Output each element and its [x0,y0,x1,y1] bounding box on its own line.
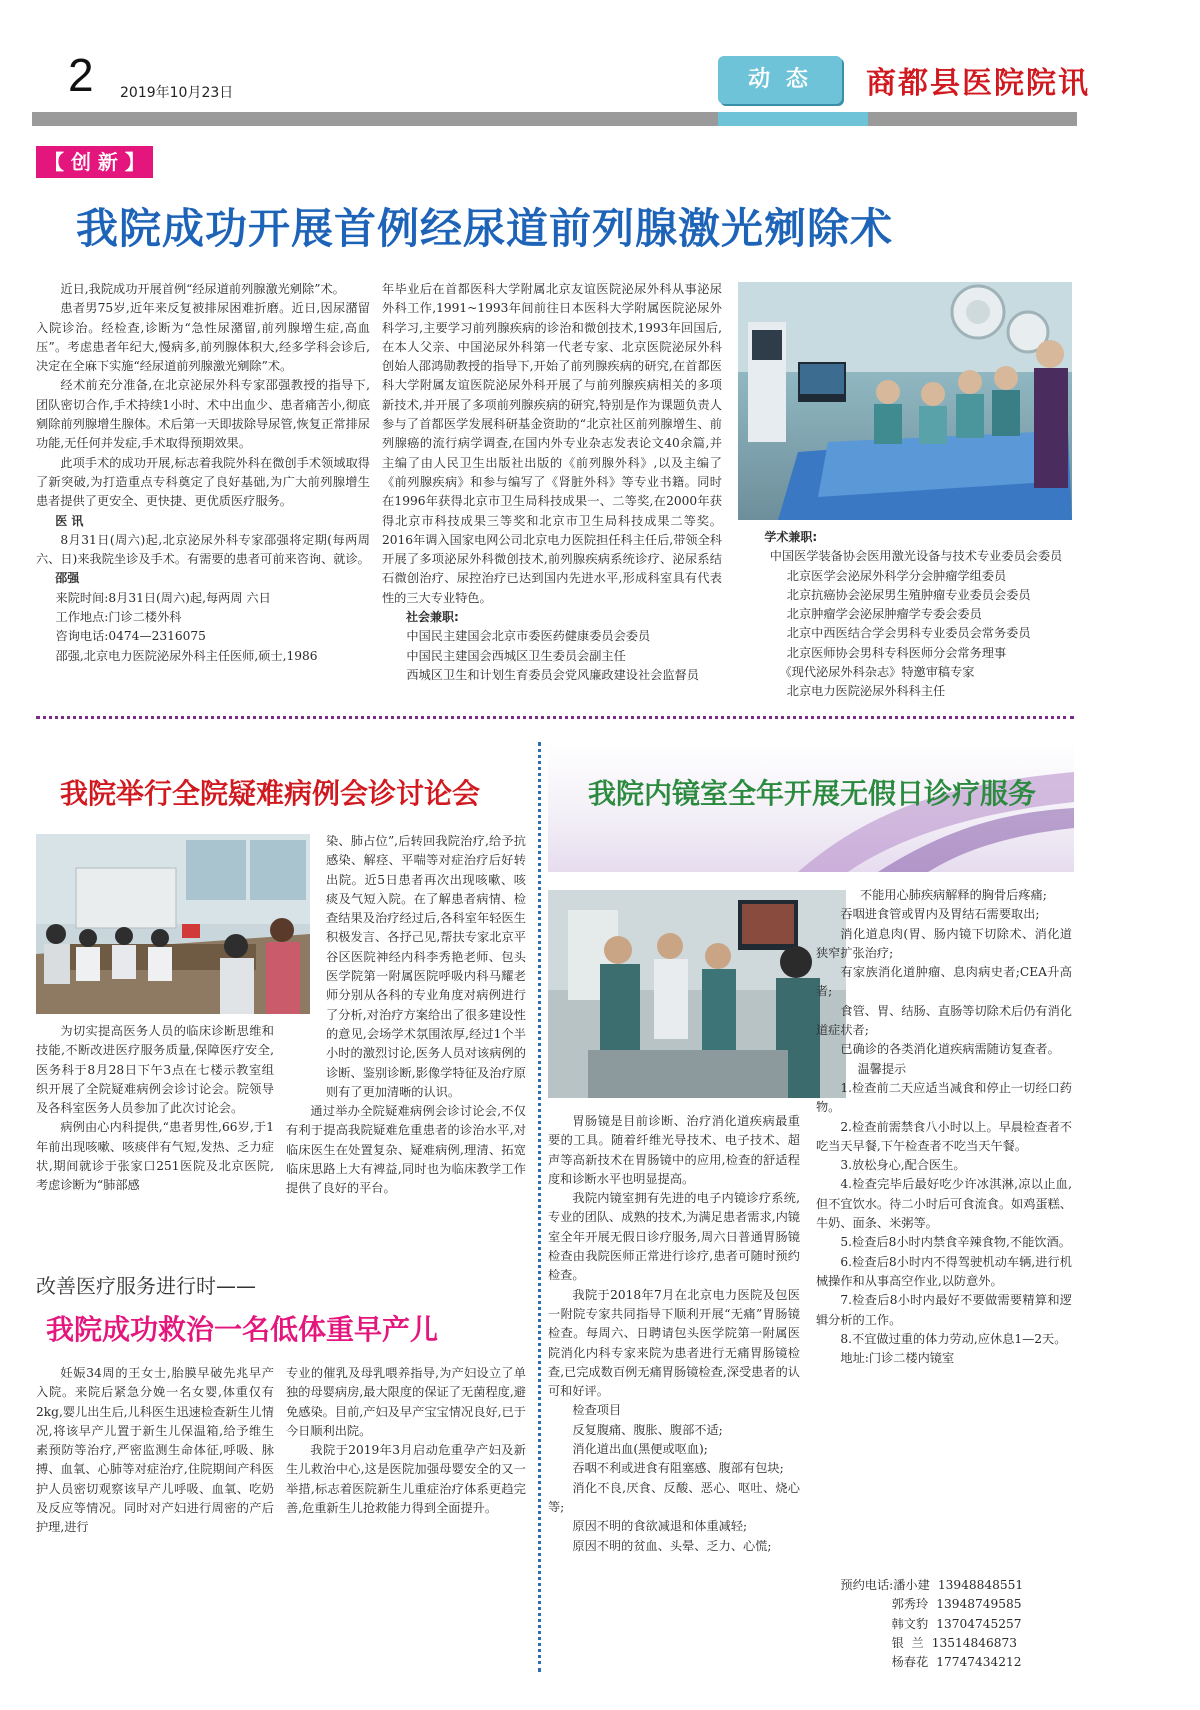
article3-col2 [286,1364,526,1518]
contact-phone: 13514846873 [931,1635,1018,1650]
work-place: 工作地点:门诊二楼外科 [55,610,182,625]
paragraph: 8月31日(周六)起,北京泌尿外科专家邵强将定期(每两周 六、日)来我院坐诊及手术。有需要的患者可前来咨询、就诊。 [36,532,370,567]
article4-col2 [816,886,1072,1368]
paragraph: 专业的催乳及母乳喂养指导,为产妇设立了单独的母婴病房,最大限度的保证了无菌程度,避免感染。目前,产妇及早产宝宝情况良好,已于今日顺利出院。 [286,1366,526,1438]
section-tab [718,56,842,104]
expert-name: 邵强 [55,571,80,586]
list-item: 吞咽进食管或胃内及胃结石需要取出; [840,907,1040,922]
list-item: 吞咽不利或进食有阻塞感、腹部有包块; [572,1461,784,1476]
notice-title: 医 讯 [55,513,84,528]
masthead: 商都县医院院讯 [866,66,1090,101]
headline-endoscopy: 我院内镜室全年开展无假日诊疗服务 [588,777,1037,810]
tip-item: 3.放松身心,配合医生。 [840,1158,966,1173]
article1-col1 [36,280,370,666]
contact-row [816,1653,1072,1672]
paragraph: 我院于2018年7月在北京电力医院及包医一附院专家共同指导下顺利开展“无痛”胃肠镜检查。每周六、日聘请包头医学院第一附属医院消化内科专家来院为患者进行无痛胃肠镜检查,已完成数百例无痛胃肠镜检查,深受患者的认可和好评。 [548,1287,800,1399]
page-number: 2 [68,49,94,101]
list-item: 消化道息肉(胃、肠内镜下切除术、消化道狭窄扩张治疗; [816,926,1072,960]
list-item: 消化道出血(黑便或呕血); [572,1442,708,1457]
list-item: 有家族消化道肿瘤、息肉病史者;CEA升高者; [816,965,1072,999]
header-rule-accent [718,112,868,126]
list-item: 北京抗癌协会泌尿男生殖肿瘤专业委员会委员 [786,587,1031,602]
tip-item: 4.检查完毕后最好吃少许冰淇淋,凉以止血,但不宜饮水。待二小时后可食流食。如鸡蛋糕、牛奶、面条、米粥等。 [816,1177,1072,1231]
contact-row [816,1595,1072,1614]
contact-name: 韩文豹 [891,1616,929,1631]
meeting-photo [36,834,310,1014]
paragraph: 我院内镜室拥有先进的电子内镜诊疗系统,专业的团队、成熟的技术,为满足患者需求,内镜室全年开展无假日诊疗服务,周六日普通胃肠镜检查由我院医师正常进行诊疗,患者可随时预约检查。 [548,1191,800,1283]
list-item: 原因不明的贫血、头晕、乏力、心慌; [572,1538,772,1553]
list-item: 食管、胃、结肠、直肠等切除术后仍有消化道症状者; [816,1003,1072,1038]
contact-row [816,1634,1072,1653]
tip-item: 5.检查后8小时内禁食辛辣食物,不能饮酒。 [840,1235,1071,1250]
contact-row [816,1576,1072,1595]
address: 地址:门诊二楼内镜室 [840,1351,955,1366]
surgery-photo [738,282,1072,520]
headline-case-discussion: 我院举行全院疑难病例会诊讨论会 [60,777,481,810]
tip-item: 6.检查后8小时内不得驾驶机动车辆,进行机械操作和从事高空作业,以防意外。 [816,1254,1072,1288]
list-item: 不能用心肺疾病解释的胸骨后疼痛; [859,888,1047,902]
headline-laser-surgery: 我院成功开展首例经尿道前列腺激光剜除术 [76,204,894,253]
contact-phone: 13948749585 [936,1597,1022,1612]
list-item: 已确诊的各类消化道疾病需随访复查者。 [840,1042,1060,1057]
list-item: 原因不明的食欲减退和体重减轻; [572,1519,748,1534]
paragraph: 此项手术的成功开展,标志着我院外科在微创手术领域取得了新突破,为打造重点专科奠定了良好基础,为广大前列腺增生患者提供了更安全、更快捷、更优质医疗服务。 [36,455,370,509]
column-divider [538,742,541,1672]
paragraph: 染、肺占位”,后转回我院治疗,给予抗感染、解痉、平喘等对症治疗后好转出院。近5日患者再次出现咳嗽、咳痰及气短入院。在了解患者病情、检查结果及治疗经过后,各科室年轻医生积极发言、各抒己见,帮扶专家北京平谷区医院神经内科李秀艳老师、包头医学院第一附属医院呼吸内科马耀老师分别从各科的专业角度对病例进行了分析,对治疗方案给出了很多建设性的意见,会场学术氛围浓厚,经过1个半小时的激烈讨论,医务人员对该病例的诊断、鉴别诊断,影像学特征及治疗原则有了更加清晰的认识。 [326,834,526,1099]
section-divider [36,716,1074,719]
contact-name: 杨春花 [891,1655,929,1670]
surgery-photo-drawing [738,282,1072,520]
list-item: 北京肿瘤学会泌尿肿瘤学专委会委员 [786,607,982,622]
list-item: 中国民主建国会西城区卫生委员会副主任 [406,648,626,663]
visit-time: 来院时间:8月31日(周六)起,每两周 六日 [55,590,271,605]
paragraph: 为切实提高医务人员的临床诊断思维和技能,不断改进医疗服务质量,保障医疗安全,医务科于8月28日下午3点在七楼示教室组织开展了全院疑难病例会诊讨论会。院领导及各科室医务人员参加了此次讨论会。 [36,1024,274,1116]
article3-col1 [36,1364,274,1538]
section-label: 动 态 [748,67,812,92]
paragraph: 我院于2019年3月启动危重孕产妇及新生儿救治中心,这是医院加强母婴安全的又一举措,标志着医院新生儿重症治疗体系更趋完善,危重新生儿抢救能力得到全面提升。 [286,1443,526,1516]
endoscopy-photo [548,890,846,1098]
paragraph: 患者男75岁,近年来反复被排尿困难折磨。近日,因尿潴留入院诊治。经检查,诊断为“急性尿潴留,前列腺增生症,高血压”。考虑患者年纪大,慢病多,前列腺体积大,经多学科会诊后,决定在全麻下实施“经尿道前列腺激光剜除”术。 [36,301,370,374]
academic-title: 学术兼职: [764,530,818,544]
paragraph: 胃肠镜是目前诊断、治疗消化道疾病最重要的工具。随着纤维光导技术、电子技术、超声等高新技术在胃肠镜中的应用,检查的舒适程度和诊断水平也明显提高。 [548,1114,800,1186]
tip-item: 1.检查前二天应适当减食和停止一切经口药物。 [816,1080,1072,1115]
meeting-photo-drawing [36,834,310,1014]
article1-col2 [382,280,722,685]
paragraph: 妊娠34周的王女士,胎膜早破先兆早产入院。来院后紧急分娩一名女婴,体重仅有2kg,婴儿出生后,儿科医生迅速检查新生儿情况,将该早产儿置于新生儿保温箱,给予维生素预防等治疗,严密监测生命体征,呼吸、脉搏、血氧、心肺等对症治疗,住院期间产科医护人员密切观察该早产儿呼吸、血氧、吃奶及反应等情况。同时对产妇进行周密的产后护理,进行 [36,1366,274,1535]
contact-label: 预约电话: [840,1578,894,1592]
tips-title: 温馨提示 [857,1061,907,1076]
article4-col1 [548,1112,800,1556]
category-tag: 【 创 新 】 [36,146,153,178]
list-item: 反复腹痛、腹胀、腹部不适; [572,1422,723,1437]
bio-start: 邵强,北京电力医院泌尿外科主任医师,硕士,1986 [55,648,318,663]
paragraph: 年毕业后在首都医科大学附属北京友谊医院泌尿外科从事泌尿外科工作,1991~1993年间前往日本医科大学附属医院泌尿外科学习,主要学习前列腺疾病的诊治和微创技术,1993年回国后,在本人父亲、中国泌尿外科第一代老专家、北京医院泌尿外科创始人邵鸿勋教授的指导下,开始了前列腺疾病的研究,在首都医科大学附属友谊医院泌尿外科开展了与前列腺疾病相关的多项新技术,并开展了多项前列腺疾病的研究,特别是作为课题负责人参与了首都医学发展科研基金资助的“北京社区前列腺增生、前列腺癌的流行病学调查,在国内外专业杂志发表论文40余篇,并主编了由人民卫生出版社出版的《前列腺外科》,以及主编了《前列腺疾病》和参与编写了《肾脏外科》等专业书籍。同时在1996年获得北京市卫生局科技成果一、二等奖,在2000年获得北京市科技成果三等奖和北京市卫生局科技成果二等奖。2016年调入国家电网公司北京电力医院担任科主任后,带领全科开展了多项泌尿外科微创技术,前列腺疾病系统诊疗、泌尿系结石微创治疗、尿控治疗已达到国内先进水平,形成科室具有代表性的三大专业特色。 [382,282,722,605]
list-item: 北京电力医院泌尿外科科主任 [786,684,946,699]
list-item: 中国医学装备协会医用激光设备与技术专业委员会委员 [769,549,1063,564]
list-item: 西城区卫生和计划生育委员会党风廉政建设社会监督员 [406,667,699,682]
paragraph: 病例由心内科提供,“患者男性,66岁,于1年前出现咳嗽、咳痰伴有气短,发热、乏力症状,期间就诊于张家口251医院及北京医院,考虑诊断为“肺部感 [36,1120,274,1193]
list-item: 北京医师协会男科专科医师分会常务理事 [786,645,1007,660]
paragraph: 经术前充分准备,在北京泌尿外科专家邵强教授的指导下,团队密切合作,手术持续1小时、术中出血少、患者痛苦小,彻底剜除前列腺增生腺体。术后第一天即拔除导尿管,恢复正常排尿功能,无任何并发症,手术取得预期效果。 [36,378,370,451]
contact-name: 银 兰 [891,1635,924,1650]
contact-row [816,1615,1072,1634]
contact-phone: 13704745257 [936,1616,1022,1631]
paragraph: 近日,我院成功开展首例“经尿道前列腺激光剜除”术。 [60,282,345,296]
issue-date: 2019年10月23日 [120,85,234,101]
article1-col3 [738,528,1074,702]
contact-phone: 17747434212 [936,1655,1022,1670]
header-rule [32,112,1077,126]
list-item: 中国民主建国会北京市委医药健康委员会委员 [406,629,651,644]
contacts [816,1576,1072,1672]
contact-name: 潘小建 [893,1578,930,1592]
tip-item: 8.不宜做过重的体力劳动,应休息1—2天。 [840,1331,1067,1346]
list-item: 北京医学会泌尿外科学分会肿瘤学组委员 [786,568,1007,583]
phone: 咨询电话:0474—2316075 [55,629,206,644]
list-item: 《现代泌尿外科杂志》特邀审稿专家 [779,665,975,680]
paragraph: 通过举办全院疑难病例会诊讨论会,不仅有利于提高我院疑难危重患者的诊治水平,对临床医生在处置复杂、疑难病例,理清、拓宽临床思路上大有裨益,同时也为临床教学工作提供了良好的平台。 [286,1104,526,1196]
headline-premature-infant: 我院成功救治一名低体重早产儿 [46,1313,439,1346]
tip-item: 7.检查后8小时内最好不要做需要精算和逻辑分析的工作。 [816,1293,1072,1327]
article2-col1 [36,1022,274,1196]
items-title: 检查项目 [572,1403,622,1418]
list-item: 北京中西医结合学会男科专业委员会常务委员 [786,626,1031,641]
social-title: 社会兼职: [406,610,459,625]
contact-phone: 13948848551 [937,1578,1024,1592]
article2-col2 [286,832,526,1199]
contact-name: 郭秀玲 [891,1597,929,1612]
endoscopy-photo-drawing [548,890,846,1098]
kicker-service: 改善医疗服务进行时—— [36,1274,256,1298]
tip-item: 2.检查前需禁食八小时以上。早晨检查者不吃当天早餐,下午检查者不吃当天午餐。 [816,1119,1072,1153]
list-item: 消化不良,厌食、反酸、恶心、呕吐、烧心等; [548,1480,800,1514]
